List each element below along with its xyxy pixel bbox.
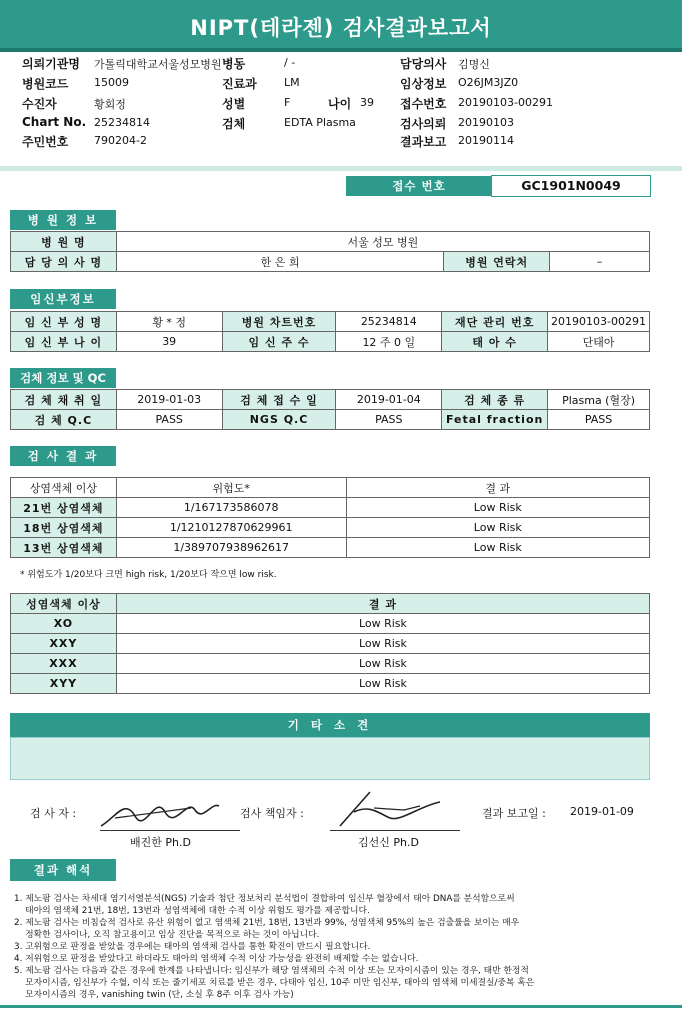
field-value: 12 주 0 일 [336, 332, 442, 352]
field-label: 검 체 채 취 일 [11, 390, 117, 410]
field-value: PASS [336, 410, 442, 430]
tester-name: 배진한 Ph.D [130, 836, 191, 849]
hospital-name-value: 서울 성모 병원 [116, 232, 649, 252]
field-label: 임 신 주 수 [222, 332, 336, 352]
field-label: 태 아 수 [442, 332, 548, 352]
results-cell: 1/167173586078 [116, 498, 346, 518]
doctor-label: 담 당 의 사 명 [11, 252, 117, 272]
report-date-value: 2019-01-09 [570, 805, 634, 818]
field-label: 검 체 종 류 [442, 390, 548, 410]
specimen-section-title: 검체 정보 및 QC [10, 368, 116, 388]
table-row [11, 498, 650, 518]
info-label: 검사의뢰 [400, 117, 447, 131]
age-value: 39 [360, 96, 374, 109]
info-value: 20190114 [458, 134, 514, 147]
table-row [11, 634, 650, 654]
divider-bar [0, 166, 682, 171]
field-value: PASS [116, 410, 222, 430]
chief-label: 검사 책임자 : [240, 807, 304, 820]
field-label: 병원 차트번호 [222, 312, 336, 332]
info-label: Chart No. [22, 115, 87, 129]
interpretation-line: 5. 제노팜 검사는 다음과 같은 경우에 한계를 나타냅니다: 임신부가 해당 염색체의 수적 이상 또는 모자이시즘이 있는 경우, 태반 한정적 [14, 966, 529, 976]
field-value: 단태아 [548, 332, 650, 352]
hospital-name-label: 병 원 명 [11, 232, 117, 252]
field-value: 2019-01-04 [336, 390, 442, 410]
field-value: 2019-01-03 [116, 390, 222, 410]
results-cell: 21번 상염색체 [11, 498, 117, 518]
info-value: 15009 [94, 76, 129, 89]
field-value: PASS [548, 410, 650, 430]
info-value: 790204-2 [94, 134, 147, 147]
sexchrom-cell: XO [11, 614, 117, 634]
results-cell: Low Risk [346, 538, 649, 558]
interpretation-line: 3. 고위험으로 판정을 받았을 경우에는 태아의 염색체 검사를 통한 확진이 반드시 필요합니다. [14, 942, 371, 952]
field-value: 25234814 [336, 312, 442, 332]
sexchrom-cell: Low Risk [116, 674, 649, 694]
doctor-value: 한 은 희 [116, 252, 443, 272]
interpretation-section-title: 결과 해석 [10, 859, 116, 881]
risk-footnote: * 위험도가 1/20보다 크면 high risk, 1/20보다 작으면 low risk. [20, 570, 277, 580]
info-value: 가톨릭대학교서울성모병원 [94, 58, 222, 71]
tester-signature [95, 788, 225, 832]
field-value: 20190103-00291 [548, 312, 650, 332]
receipt-label: 접수 번호 [346, 176, 492, 196]
info-value: EDTA Plasma [284, 116, 356, 129]
other-findings-box [10, 737, 650, 780]
interpretation-line: 정확한 검사이나, 오직 참고용이고 임상 진단을 목적으로 하는 것이 아닙니다. [14, 930, 320, 940]
interpretation-line: 2. 제노팜 검사는 비침습적 검사로 유산 위험이 없고 염색체 21번, 18번, 13번과 99%, 성염색체 95%의 높은 검출률을 보이는 매우 [14, 918, 520, 928]
sexchrom-cell: XXY [11, 634, 117, 654]
info-label: 주민번호 [22, 135, 69, 149]
table-row [11, 614, 650, 634]
field-label: 임 신 부 나 이 [11, 332, 117, 352]
results-header: 상염색체 이상 [11, 478, 117, 498]
field-label: NGS Q.C [222, 410, 336, 430]
results-cell: 13번 상염색체 [11, 538, 117, 558]
footer-bar [0, 1005, 682, 1008]
results-cell: 18번 상염색체 [11, 518, 117, 538]
info-value: / - [284, 56, 296, 69]
interpretation-line: 모자이시즘의 경우, vanishing twin (단, 소실 후 8주 이후 검사 가능) [14, 990, 294, 1000]
sexchrom-cell: Low Risk [116, 634, 649, 654]
info-label: 검체 [222, 117, 246, 131]
interpretation-line: 4. 저위험으로 판정을 받았다고 하더라도 태아의 염색체 수적 이상 가능성을 완전히 배제할 수는 없습니다. [14, 954, 419, 964]
table-row [11, 518, 650, 538]
age-label: 나이 [328, 97, 352, 111]
field-value: Plasma (혈장) [548, 390, 650, 410]
contact-value: – [550, 252, 650, 272]
info-value: 20190103-00291 [458, 96, 553, 109]
results-header: 위험도* [116, 478, 346, 498]
sexchrom-cell: XXX [11, 654, 117, 674]
field-label: 임 신 부 성 명 [11, 312, 117, 332]
patient-table [10, 311, 650, 352]
info-label: 담당의사 [400, 57, 447, 71]
results-header: 결 과 [346, 478, 649, 498]
sexchrom-cell: Low Risk [116, 614, 649, 634]
hospital-section-title: 병 원 정 보 [10, 210, 116, 230]
patient-section-title: 임신부정보 [10, 289, 116, 309]
report-title: NIPT(테라젠) 검사결과보고서 [0, 0, 682, 52]
field-label: 검 체 Q.C [11, 410, 117, 430]
info-label: 진료과 [222, 77, 257, 91]
chief-signature [330, 784, 450, 832]
title-underline [0, 48, 682, 52]
results-section-title: 검 사 결 과 [10, 446, 116, 466]
info-value: 김명신 [458, 58, 490, 71]
autosomal-results-table [10, 477, 650, 558]
chief-line [330, 830, 460, 831]
tester-label: 검 사 자 : [30, 807, 77, 820]
interpretation-text [14, 893, 674, 1001]
sexchrom-cell: XYY [11, 674, 117, 694]
info-label: 접수번호 [400, 97, 447, 111]
info-label: 병동 [222, 57, 246, 71]
field-label: Fetal fraction [442, 410, 548, 430]
field-value: 39 [116, 332, 222, 352]
sexchrom-header: 성염색체 이상 [11, 594, 117, 614]
field-label: 재단 관리 번호 [442, 312, 548, 332]
info-label: 성별 [222, 97, 246, 111]
specimen-table [10, 389, 650, 430]
table-row [11, 538, 650, 558]
info-label: 결과보고 [400, 135, 447, 149]
info-value: 25234814 [94, 116, 150, 129]
results-cell: 1/1210127870629961 [116, 518, 346, 538]
info-value: F [284, 96, 291, 109]
table-row [11, 674, 650, 694]
sex-chromosome-table [10, 593, 650, 694]
sexchrom-cell: Low Risk [116, 654, 649, 674]
field-label: 검 체 접 수 일 [222, 390, 336, 410]
info-value: 황회정 [94, 98, 126, 111]
hospital-table [10, 231, 650, 272]
interpretation-line: 모자이시즘, 임신부가 수혈, 이식 또는 줄기세포 치료를 받은 경우, 다태아 임신, 10주 미만 임신부, 태아의 염색체 미세결실/중복 혹은 [14, 978, 535, 988]
report-date-label: 결과 보고일 : [482, 807, 546, 820]
info-value: LM [284, 76, 300, 89]
contact-label: 병원 연락처 [444, 252, 550, 272]
info-value: O26JM3JZ0 [458, 76, 519, 89]
info-label: 병원코드 [22, 77, 69, 91]
interpretation-line: 태아의 염색체 21번, 18번, 13번과 성염색체에 대한 수적 이상 위험도 평가를 제공합니다. [14, 906, 370, 916]
interpretation-line: 1. 제노팜 검사는 차세대 염기서열분석(NGS) 기술과 첨단 정보처리 분석법이 결합하여 임신부 혈장에서 태아 DNA를 분석함으로써 [14, 894, 515, 904]
tester-line [100, 830, 240, 831]
results-cell: Low Risk [346, 498, 649, 518]
info-label: 수진자 [22, 97, 57, 111]
info-label: 임상정보 [400, 77, 447, 91]
other-findings-title: 기 타 소 견 [10, 713, 650, 737]
results-cell: Low Risk [346, 518, 649, 538]
field-value: 황 * 정 [116, 312, 222, 332]
table-row [11, 654, 650, 674]
sexchrom-header: 결 과 [116, 594, 649, 614]
info-value: 20190103 [458, 116, 514, 129]
results-cell: 1/389707938962617 [116, 538, 346, 558]
receipt-number: GC1901N0049 [491, 175, 651, 197]
chief-name: 김선신 Ph.D [358, 836, 419, 849]
info-label: 의뢰기관명 [22, 57, 80, 71]
